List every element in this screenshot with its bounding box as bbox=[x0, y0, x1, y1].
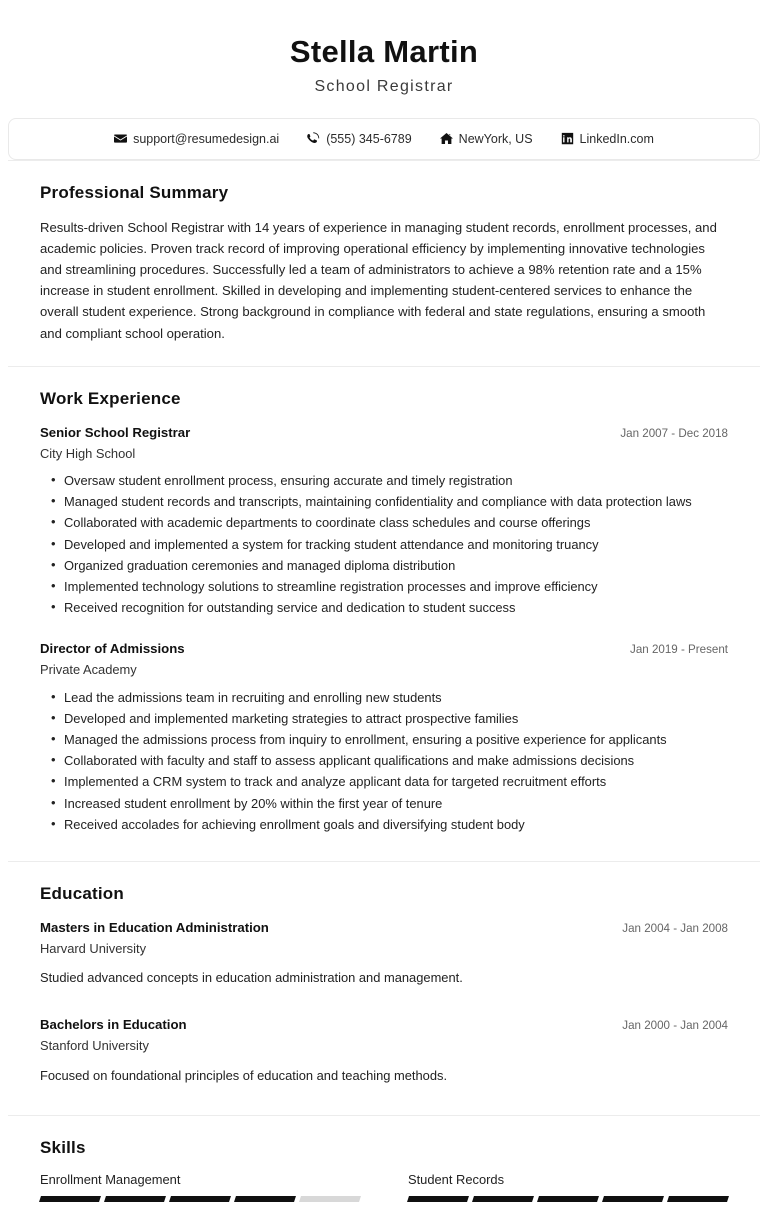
contact-location-text: NewYork, US bbox=[458, 131, 533, 146]
list-item: • Implemented technology solutions to streamline registration processes and improve efficiency bbox=[40, 578, 728, 597]
section-skills bbox=[0, 1116, 768, 1230]
skill-item bbox=[40, 1172, 360, 1202]
skill-level-segment bbox=[39, 1196, 101, 1202]
education-entry-school: Stanford University bbox=[40, 1038, 149, 1054]
work-entry-date: Jan 2007 - Dec 2018 bbox=[620, 426, 728, 440]
linkedin-icon bbox=[561, 132, 574, 145]
work-entry-title: Senior School Registrar bbox=[40, 424, 191, 440]
education-entry-date: Jan 2004 - Jan 2008 bbox=[622, 921, 728, 935]
list-item: • Managed student records and transcripts, maintaining confidentiality and compliance with data protection laws bbox=[40, 493, 728, 512]
envelope-icon bbox=[114, 132, 127, 145]
skill-level-bar bbox=[408, 1196, 728, 1202]
skill-level-segment bbox=[602, 1196, 664, 1202]
skill-level-segment bbox=[537, 1196, 599, 1202]
work-entry bbox=[40, 639, 728, 841]
candidate-job-title: School Registrar bbox=[314, 77, 454, 95]
list-item: • Received recognition for outstanding service and dedication to student success bbox=[40, 599, 728, 618]
skill-level-segment bbox=[104, 1196, 166, 1202]
contact-email-text: support@resumedesign.ai bbox=[133, 131, 280, 146]
skill-level-bar bbox=[40, 1196, 360, 1202]
skill-level-segment bbox=[299, 1196, 361, 1202]
phone-icon bbox=[307, 132, 320, 145]
skill-level-segment bbox=[407, 1196, 469, 1202]
skill-name: Student Records bbox=[408, 1171, 505, 1187]
list-item: • Increased student enrollment by 20% within the first year of tenure bbox=[40, 795, 728, 814]
skills-grid bbox=[40, 1172, 728, 1230]
work-entry-org: Private Academy bbox=[40, 662, 137, 678]
list-item: • Developed and implemented marketing strategies to attract prospective families bbox=[40, 710, 728, 729]
section-work-experience bbox=[0, 367, 768, 861]
work-entry-bullets bbox=[40, 472, 728, 618]
contact-bar bbox=[8, 118, 760, 160]
work-entry bbox=[40, 423, 728, 625]
work-entry-title: Director of Admissions bbox=[40, 641, 185, 657]
skill-item bbox=[408, 1172, 728, 1202]
education-heading: Education bbox=[40, 883, 124, 903]
section-education bbox=[0, 862, 768, 1115]
education-entry-description: Studied advanced concepts in education administration and management. bbox=[40, 970, 463, 986]
work-heading: Work Experience bbox=[40, 388, 181, 408]
skills-heading: Skills bbox=[40, 1137, 86, 1157]
education-entry-degree: Masters in Education Administration bbox=[40, 919, 269, 935]
skill-level-segment bbox=[169, 1196, 231, 1202]
list-item: • Oversaw student enrollment process, ensuring accurate and timely registration bbox=[40, 472, 728, 491]
home-icon bbox=[440, 132, 453, 145]
work-entry-org: City High School bbox=[40, 445, 136, 461]
contact-location bbox=[440, 132, 533, 146]
summary-heading: Professional Summary bbox=[40, 182, 229, 202]
education-entry bbox=[40, 1015, 728, 1093]
education-entry-school: Harvard University bbox=[40, 940, 147, 956]
education-entry bbox=[40, 918, 728, 996]
summary-text: Results-driven School Registrar with 14 years of experience in managing student records, enrollment processes, and academic policies. Proven track record of improving operational efficiency by implementing innovative technologies and streamlining procedures. Successfully led a team of administrators to achieve a 98% retention rate and a 15% increase in student enrollment. Skilled in developing and implementing student-centered services to enhance the overall student experience. Strong background in compliance with federal and state regulations, ensuring a smooth and compliant school operation. bbox=[40, 219, 717, 341]
resume-header bbox=[0, 0, 768, 114]
entry-spacer bbox=[40, 624, 728, 639]
list-item: • Developed and implemented a system for tracking student attendance and monitoring truancy bbox=[40, 536, 728, 555]
list-item: • Collaborated with faculty and staff to assess applicant qualifications and make admissions decisions bbox=[40, 752, 728, 771]
education-entry-description: Focused on foundational principles of education and teaching methods. bbox=[40, 1067, 448, 1083]
education-entry-date: Jan 2000 - Jan 2004 bbox=[622, 1019, 728, 1033]
education-entry-degree: Bachelors in Education bbox=[40, 1017, 187, 1033]
contact-phone[interactable] bbox=[307, 132, 411, 146]
contact-linkedin-text: LinkedIn.com bbox=[579, 131, 654, 146]
list-item: • Received accolades for achieving enrollment goals and diversifying student body bbox=[40, 816, 728, 835]
list-item: • Lead the admissions team in recruiting and enrolling new students bbox=[40, 689, 728, 708]
contact-phone-text: (555) 345-6789 bbox=[326, 131, 412, 146]
section-professional-summary bbox=[0, 161, 768, 366]
skill-name: Enrollment Management bbox=[40, 1171, 181, 1187]
skill-level-segment bbox=[234, 1196, 296, 1202]
candidate-name: Stella Martin bbox=[289, 34, 479, 69]
skill-level-segment bbox=[667, 1196, 729, 1202]
contact-linkedin[interactable] bbox=[561, 132, 654, 146]
work-entry-bullets bbox=[40, 689, 728, 835]
list-item: • Organized graduation ceremonies and managed diploma distribution bbox=[40, 557, 728, 576]
contact-email[interactable] bbox=[114, 132, 279, 146]
skill-level-segment bbox=[472, 1196, 534, 1202]
work-entry-date: Jan 2019 - Present bbox=[630, 643, 728, 657]
list-item: • Implemented a CRM system to track and analyze applicant data for targeted recruitment efforts bbox=[40, 773, 728, 792]
list-item: • Collaborated with academic departments to coordinate class schedules and course offerings bbox=[40, 514, 728, 533]
list-item: • Managed the admissions process from inquiry to enrollment, ensuring a positive experience for applicants bbox=[40, 731, 728, 750]
